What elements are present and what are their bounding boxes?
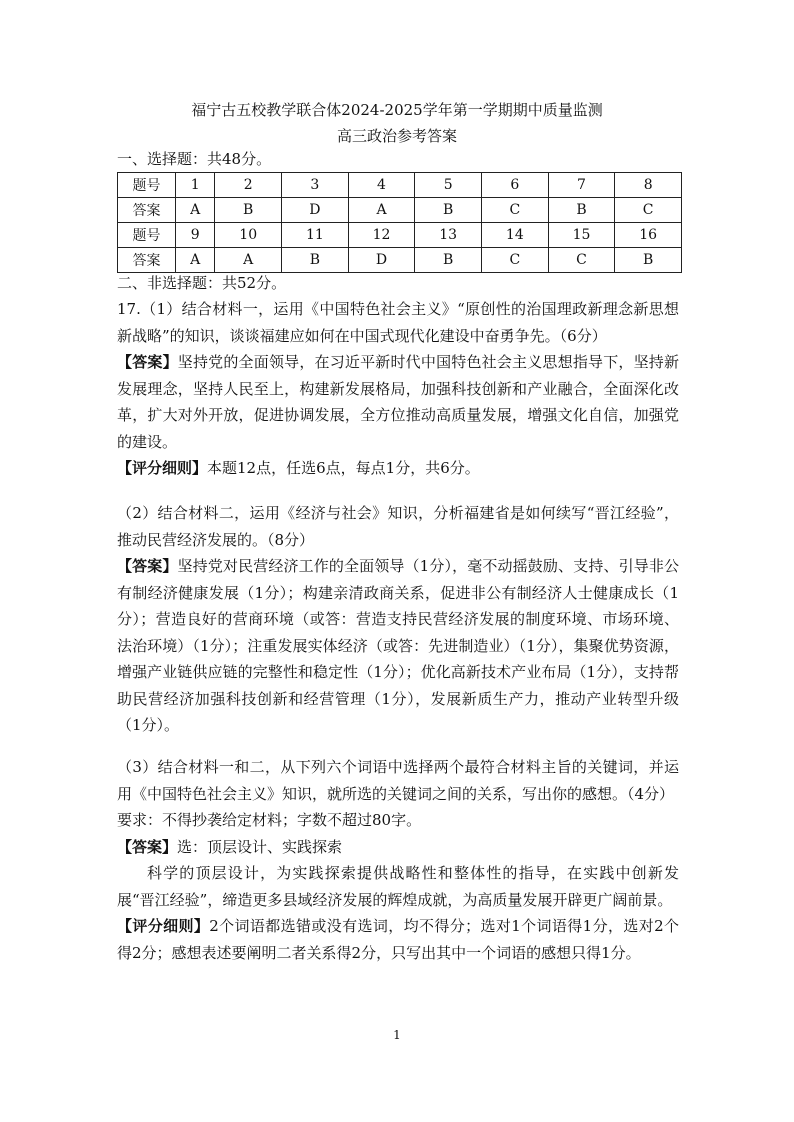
answer-tag: 【答案】 bbox=[117, 557, 178, 575]
answer-table-cell: 14 bbox=[482, 223, 549, 248]
answer-table-cell: 8 bbox=[615, 173, 682, 198]
answer-table bbox=[117, 172, 682, 273]
question-text: （3）结合材料一和二，从下列六个词语中选择两个最符合材料主旨的关键词，并运用《中国特色社会主义》知识，就所选的关键词之间的关系，写出你的感想。（4分） bbox=[117, 758, 679, 803]
answer-text: 选：顶层设计、实践探索 bbox=[177, 837, 343, 856]
answer-paragraph bbox=[117, 553, 679, 739]
section-nonchoice-heading: 二、非选择题：共52分。 bbox=[117, 274, 287, 292]
answer-table-cell: 2 bbox=[215, 173, 282, 198]
answer-table-row bbox=[118, 248, 682, 273]
answer-table-cell: 6 bbox=[482, 173, 549, 198]
answer-table-cell: 16 bbox=[615, 223, 682, 248]
answer-table-cell: 7 bbox=[548, 173, 615, 198]
answer-table-cell: 1 bbox=[176, 173, 215, 198]
requirement-text: 要求：不得抄袭给定材料；字数不超过80字。 bbox=[117, 811, 422, 829]
rubric-tag: 【评分细则】 bbox=[117, 917, 210, 935]
answer-table-cell: 9 bbox=[176, 223, 215, 248]
question-text: 17.（1）结合材料一，运用《中国特色社会主义》“原创性的治国理政新理念新思想新战略”的知识，谈谈福建应如何在中国式现代化建设中奋勇争先。（6分） bbox=[117, 300, 679, 345]
document-subtitle: 高三政治参考答案 bbox=[336, 127, 457, 145]
answer-table-row bbox=[118, 223, 682, 248]
answer-table-row-header: 答案 bbox=[118, 248, 176, 273]
answer-table-cell: B bbox=[615, 248, 682, 273]
answer-table-cell: C bbox=[615, 198, 682, 223]
answer-table-cell: A bbox=[348, 198, 415, 223]
answer-table-cell: C bbox=[548, 248, 615, 273]
essay-text: 科学的顶层设计，为实践探索提供战略性和整体性的指导，在实践中创新发展“晋江经验”，缔造更多县域经济发展的辉煌成就，为高质量发展开辟更广阔前景。 bbox=[117, 864, 679, 909]
page-number: 1 bbox=[393, 1028, 401, 1042]
answer-paragraph bbox=[117, 349, 679, 455]
answer-table-cell: 13 bbox=[415, 223, 482, 248]
answer-table-cell: 4 bbox=[348, 173, 415, 198]
answer-table-cell: A bbox=[176, 248, 215, 273]
answer-table-row-header: 答案 bbox=[118, 198, 176, 223]
answer-table-cell: 15 bbox=[548, 223, 615, 248]
rubric-paragraph bbox=[117, 913, 679, 966]
answer-table-cell: C bbox=[482, 198, 549, 223]
answer-table-row bbox=[118, 198, 682, 223]
answer-tag: 【答案】 bbox=[117, 353, 178, 371]
answer-table-cell: B bbox=[215, 198, 282, 223]
answer-table-cell: B bbox=[415, 198, 482, 223]
answer-table-cell: C bbox=[482, 248, 549, 273]
answer-table-cell: D bbox=[348, 248, 415, 273]
document-title: 福宁古五校教学联合体2024-2025学年第一学期期中质量监测 bbox=[191, 101, 603, 119]
section-choice-heading: 一、选择题：共48分。 bbox=[117, 150, 272, 168]
answer-paragraph bbox=[117, 834, 679, 861]
answer-table-row-header: 题号 bbox=[118, 173, 176, 198]
rubric-text: 2个词语都选错或没有选词，均不得分；选对1个词语得1分，选对2个得2分；感想表述要阐明二者关系得2分，只写出其中一个词语的感想只得1分。 bbox=[117, 917, 679, 962]
answer-table-cell: B bbox=[282, 248, 349, 273]
answer-table-cell: B bbox=[548, 198, 615, 223]
rubric-paragraph bbox=[117, 455, 679, 482]
answer-table-cell: 5 bbox=[415, 173, 482, 198]
question-17-part-1 bbox=[117, 296, 679, 482]
answer-table-cell: 12 bbox=[348, 223, 415, 248]
question-text: （2）结合材料二，运用《经济与社会》知识，分析福建省是如何续写“晋江经验”，推动民营经济发展的。（8分） bbox=[117, 504, 679, 549]
answer-table-cell: A bbox=[176, 198, 215, 223]
answer-table-cell: 11 bbox=[282, 223, 349, 248]
answer-table-row-header: 题号 bbox=[118, 223, 176, 248]
rubric-tag: 【评分细则】 bbox=[117, 459, 208, 477]
answer-tag: 【答案】 bbox=[117, 837, 178, 856]
answer-table-cell: A bbox=[215, 248, 282, 273]
answer-text: 坚持党的全面领导，在习近平新时代中国特色社会主义思想指导下，坚持新发展理念，坚持人民至上，构建新发展格局，加强科技创新和产业融合，全面深化改革，扩大对外开放，促进协调发展，全方位推动高质量发展，增强文化自信，加强党的建设。 bbox=[117, 353, 679, 451]
answer-table-row bbox=[118, 173, 682, 198]
answer-table-cell: 10 bbox=[215, 223, 282, 248]
answer-table-cell: D bbox=[282, 198, 349, 223]
answer-table-cell: B bbox=[415, 248, 482, 273]
answer-text: 坚持党对民营经济工作的全面领导（1分），毫不动摇鼓励、支持、引导非公有制经济健康发展（1分）；构建亲清政商关系，促进非公有制经济人士健康成长（1分）；营造良好的营商环境（或答：营造支持民营经济发展的制度环境、市场环境、法治环境）（1分）；注重发展实体经济（或答：先进制造业）（1分），集聚优势资源，增强产业链供应链的完整性和稳定性（1分）；优化高新技术产业布局（1分），支持帮助民营经济加强科技创新和经营管理（1分），发展新质生产力，推动产业转型升级（1分）。 bbox=[117, 557, 679, 734]
rubric-text: 本题12点，任选6点，每点1分，共6分。 bbox=[207, 459, 480, 477]
question-17-part-2 bbox=[117, 500, 679, 739]
answer-table-cell: 3 bbox=[282, 173, 349, 198]
question-17-part-3 bbox=[117, 754, 679, 966]
